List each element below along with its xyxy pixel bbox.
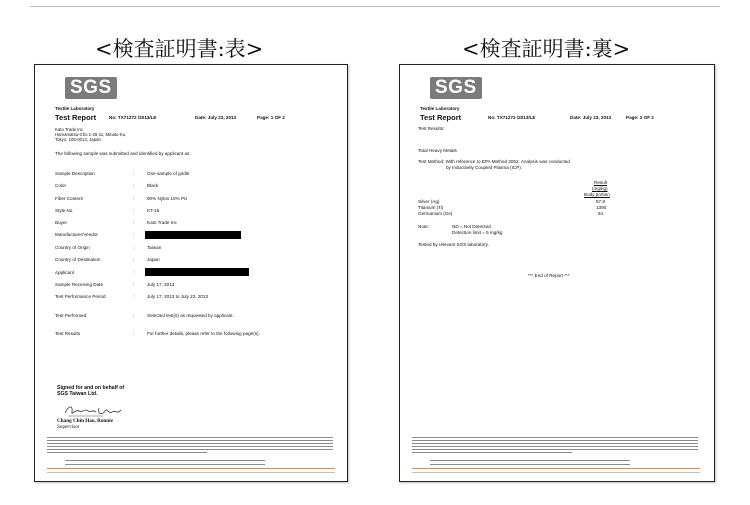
footer-line — [430, 460, 630, 461]
field-value: Taiwan — [147, 245, 162, 250]
field-value: July 17, 2013 to July 23, 2013 — [147, 294, 209, 299]
report-date: Date: July 23, 2013 — [570, 115, 612, 120]
redaction-bar — [145, 268, 249, 276]
note-line: ND = Not Detected — [452, 224, 491, 229]
disclaimer-line — [412, 446, 698, 447]
footer-rule — [412, 468, 700, 469]
caption-front: <検査証明書:表> — [95, 37, 264, 61]
field-label: Manufacturer/Vendor — [55, 232, 98, 237]
field-label: Fiber Content — [55, 196, 83, 201]
field-label: Sample Description — [55, 171, 95, 176]
field-label: Test Results — [55, 331, 81, 336]
note-label: Note: — [418, 224, 429, 229]
field-label: Test Performed — [55, 313, 87, 318]
sgs-logo: SGS — [65, 77, 117, 99]
report-number: No: TX71272 /2013/LE — [109, 115, 157, 120]
result-value: 57.9 — [596, 199, 605, 204]
address-line: Hamamatsu-Cho 1-25-11, Minato-Ku, — [55, 132, 127, 137]
test-method: Test Method: With reference to EPA Method 3052. Analysis was conducted — [418, 159, 570, 164]
result-col-portion: Body portion — [584, 192, 610, 197]
sgs-logo: SGS — [430, 77, 482, 99]
report-date: Date: July 23, 2013 — [195, 115, 237, 120]
note-line: Detection limit = 5 mg/kg — [452, 230, 503, 235]
address-line: Tokyo, 105-0013, Japan — [55, 137, 101, 142]
report-number: No: TX71272 /2013/LE — [488, 115, 536, 120]
report-page-back — [399, 64, 715, 482]
disclaimer-line — [412, 440, 698, 441]
handwritten-signature — [63, 403, 123, 419]
address-line: Kato Trade Inc — [55, 127, 83, 132]
disclaimer-line — [47, 452, 207, 453]
page-number: Page: 2 OF 2 — [626, 115, 654, 120]
report-title: Test Report — [55, 113, 97, 122]
field-label: Country of Origin — [55, 245, 90, 250]
field-value: Selected test(s) as requested by applicant. — [147, 313, 234, 318]
footer-rule — [47, 468, 335, 469]
footer-line — [412, 472, 700, 473]
top-divider — [30, 6, 720, 7]
result-col-unit: (mg/kg) — [592, 186, 608, 191]
test-method-cont: by Inductively Coupled Plasma (ICP). — [446, 165, 523, 170]
disclaimer-line — [412, 449, 698, 450]
field-value: July 17, 2013 — [147, 282, 175, 287]
result-value: 64 — [598, 211, 604, 216]
result-value: 1390 — [596, 205, 607, 210]
report-page-front: SGS Textile Laboratory Test Report No: TX71272 /2013/LE Date: July 23, 2013 Page: 1 OF 2 Kato Trade Inc Hamamatsu-Cho 1-25-11, Minato-Ku, Tokyo, 105-0013, Japan The following sample was submitted and identified by applicant as: Sample Description : One sample of girdle Color : Black Fiber Content : 90% Nylon 10% PU Style No. : KT-15 Buyer : Kato Trade Inc Manufacturer/Vendor : Country of Origin : Taiwan Country of Destination : Japan Applicant : Sample Receiving Date : July 17, 2013 Test Performance Period : July 17, 2013 to July 23, 2013 Test Performed : Selected test(s) as requested by applicant. Test Results : For further details, please refer to the following page(s). Signed for and on behalf of SGS Taiwan Ltd. Chang Chin Hao, Ronnie Supervisor — [34, 64, 348, 482]
footer-line — [47, 472, 335, 473]
disclaimer-line — [47, 440, 333, 441]
field-label: Style No. — [55, 208, 74, 213]
disclaimer-line — [47, 449, 333, 450]
lab-name: Textile Laboratory — [55, 106, 95, 111]
disclaimer-line — [412, 443, 698, 444]
caption-back: <検査証明書:裏> — [462, 37, 631, 61]
field-value: For further details, please refer to the following page(s). — [147, 331, 260, 336]
disclaimer-line — [47, 437, 333, 438]
field-value: Black — [147, 183, 159, 188]
footer-line — [65, 464, 265, 465]
field-value: KT-15 — [147, 208, 160, 213]
result-name: Titanium (Ti) — [418, 205, 444, 210]
result-name: Germanium (Ge) — [418, 211, 453, 216]
end-of-report: *** End of Report *** — [528, 273, 570, 278]
result-col-head: Result — [594, 180, 608, 185]
field-value: 90% Nylon 10% PU — [147, 196, 188, 201]
field-label: Country of Destination — [55, 257, 101, 262]
results-category: Total Heavy Metals — [418, 148, 457, 153]
lab-name: Textile Laboratory — [420, 106, 460, 111]
field-value: Kato Trade Inc — [147, 220, 177, 225]
disclaimer-line — [47, 443, 333, 444]
field-label: Applicant — [55, 270, 74, 275]
field-value: Japan — [147, 257, 160, 262]
results-heading: Test Results: — [418, 126, 445, 131]
footer-line — [65, 460, 265, 461]
field-label: Color — [55, 183, 66, 188]
signatory: Chang Chin Hao, Ronnie Supervisor — [57, 418, 113, 430]
footer-line — [430, 464, 630, 465]
tested-by: Tested by relevant SGS laboratory. — [418, 242, 489, 247]
field-label: Buyer — [55, 220, 68, 225]
disclaimer-line — [412, 437, 698, 438]
field-label: Test Performance Period — [55, 294, 106, 299]
field-value: One sample of girdle — [147, 171, 190, 176]
redaction-bar — [145, 231, 241, 239]
page-number: Page: 1 OF 2 — [257, 115, 285, 120]
disclaimer-line — [47, 446, 333, 447]
field-label: Sample Receiving Date — [55, 282, 104, 287]
report-title: Test Report — [420, 113, 462, 122]
signed-on-behalf: Signed for and on behalf of SGS Taiwan Ltd. — [57, 385, 125, 397]
intro-text: The following sample was submitted and identified by applicant as: — [55, 151, 191, 156]
disclaimer-line — [412, 452, 572, 453]
result-name: Silver (Ag) — [418, 199, 440, 204]
